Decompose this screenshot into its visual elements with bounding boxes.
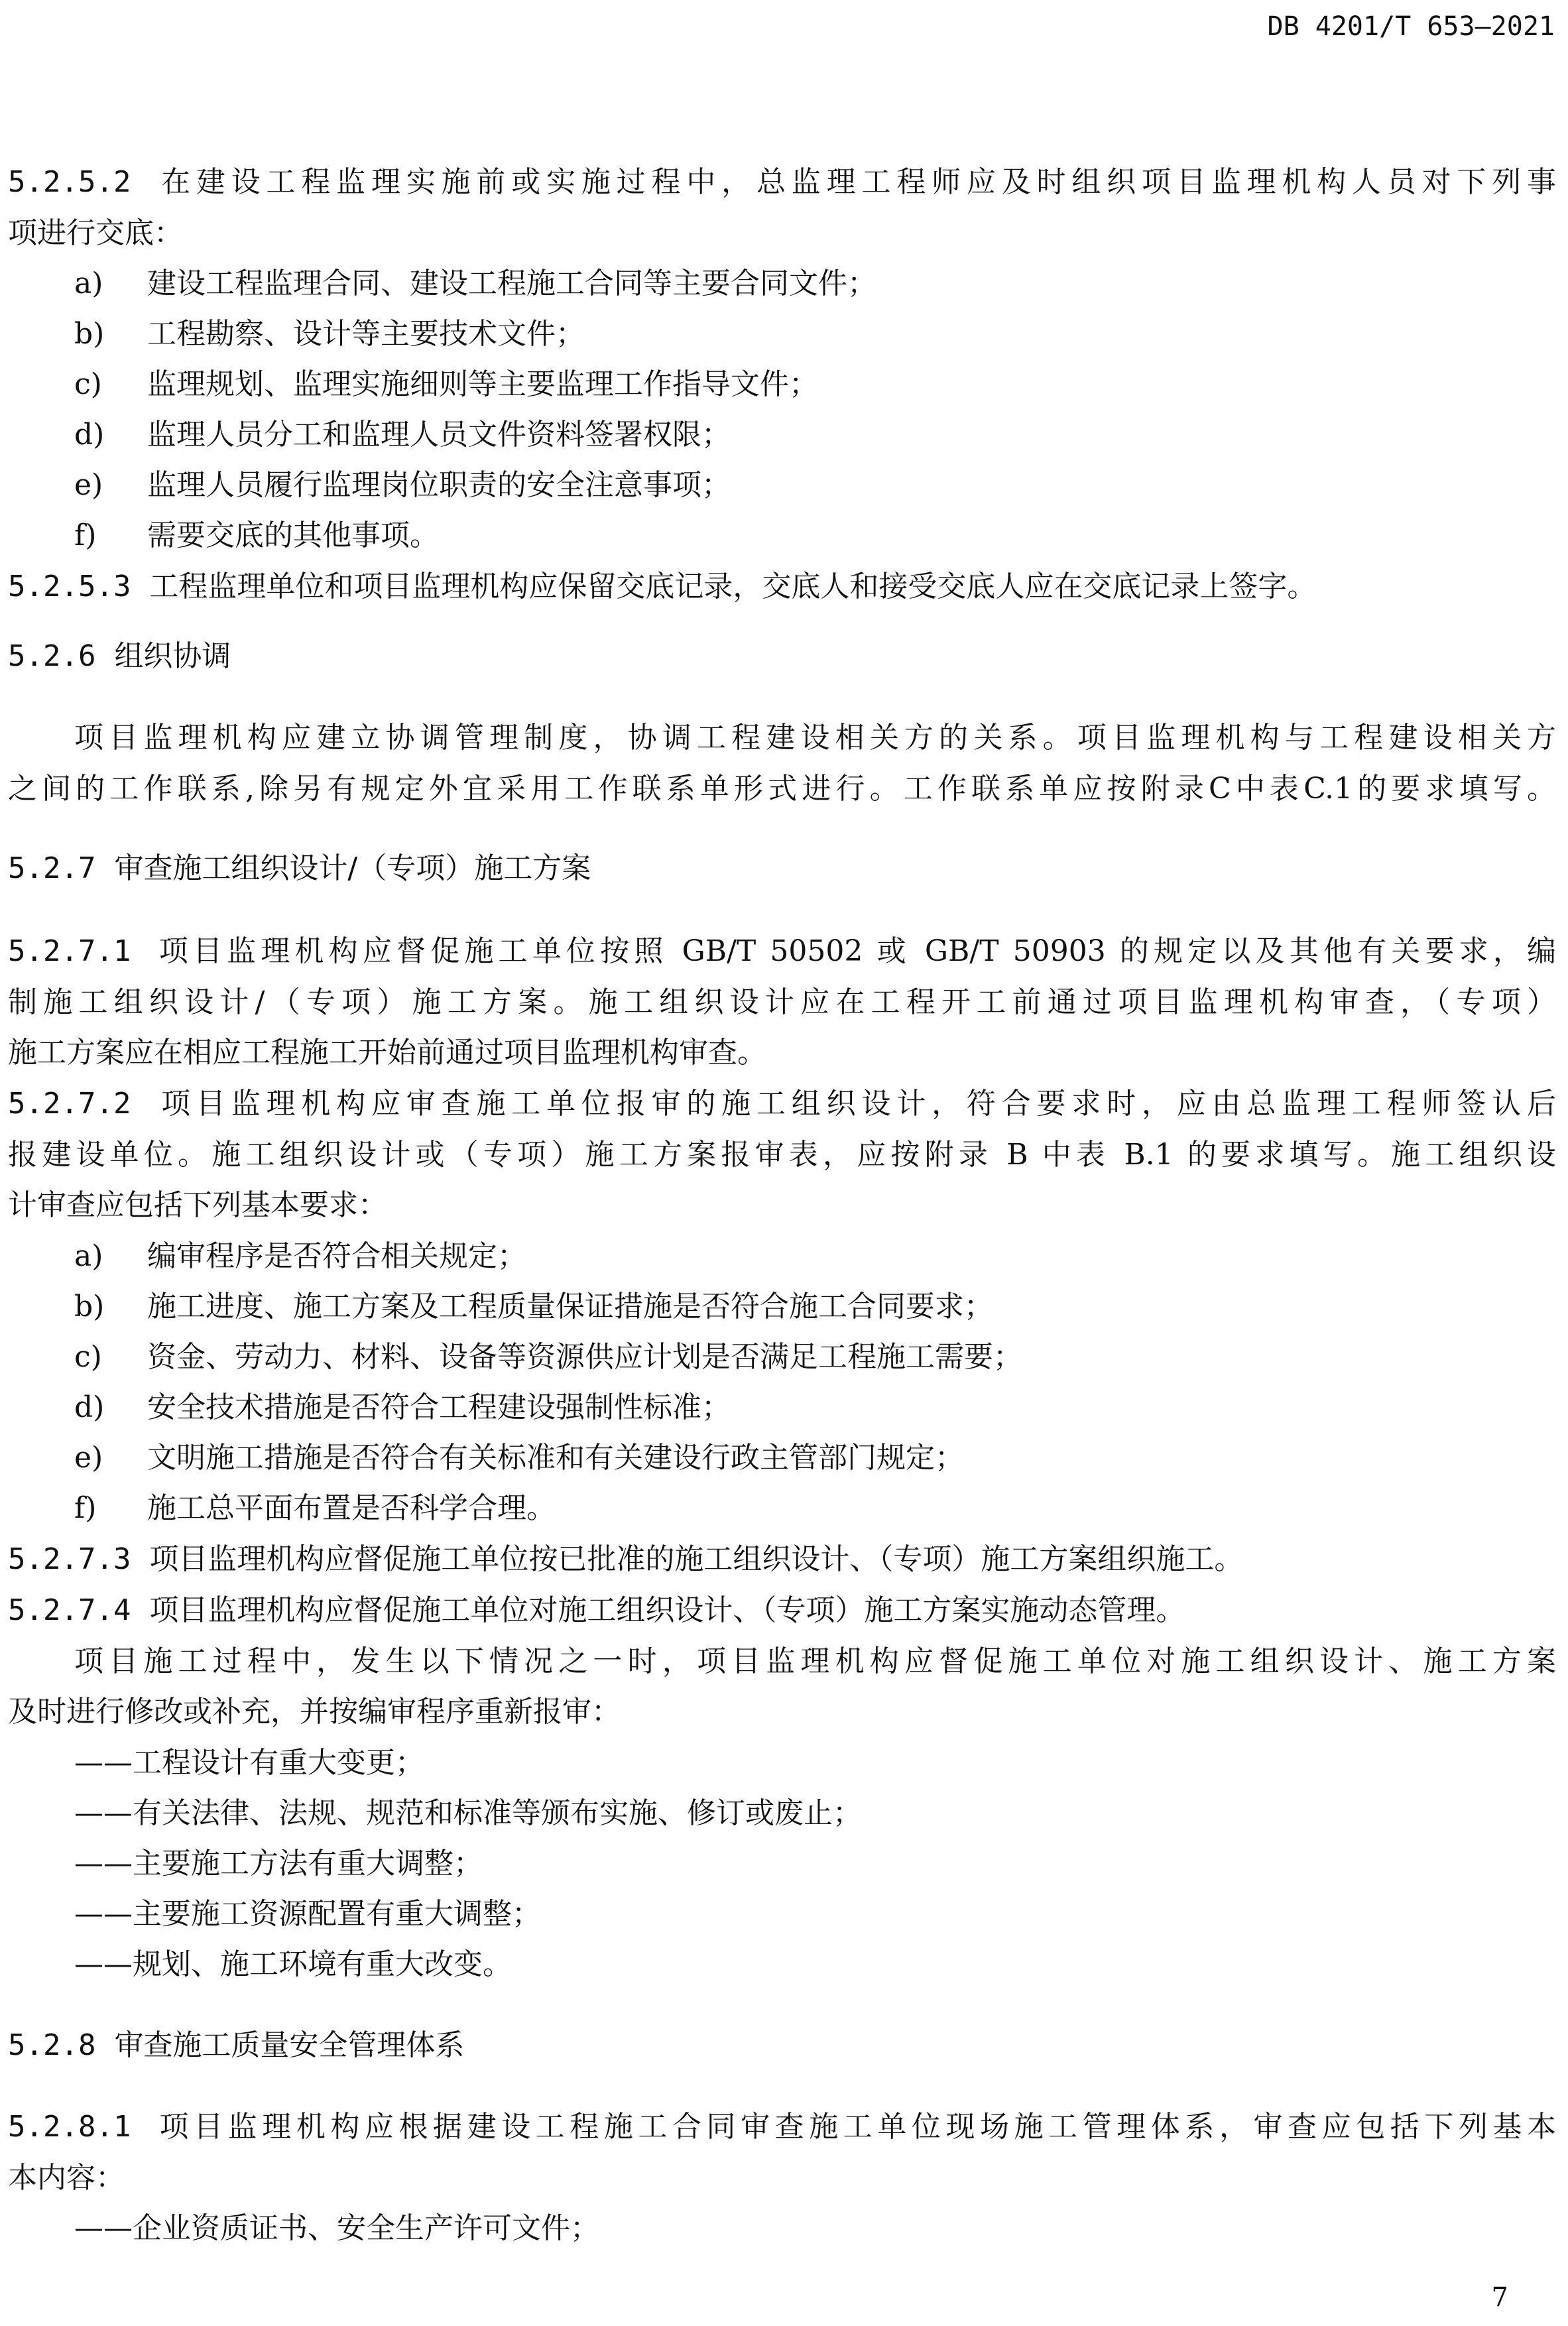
list-item [74, 1489, 556, 1528]
item-text: 资金、劳动力、材料、设备等资源供应计划是否满足工程施工需要； [147, 1340, 1022, 1374]
list-item [74, 1237, 526, 1276]
item-mark: d) [74, 1390, 105, 1424]
clause-text: 项目监理机构应督促施工单位按照 GB/T 50502 或 GB/T 50903 的规定以及其他有关要求，编 [158, 934, 1556, 968]
clause-text: 项目监理机构应根据建设工程施工合同审查施工单位现场施工管理体系，审查应包括下列基本 [159, 2110, 1556, 2144]
item-mark: c) [74, 1340, 102, 1374]
item-mark: a) [74, 1239, 103, 1273]
section-heading-527 [8, 849, 591, 888]
dash-item: ——企业资质证书、安全生产许可文件； [74, 2211, 599, 2245]
clause-5271-line1 [8, 932, 1556, 971]
section-number: 5.2.8 [8, 2028, 96, 2062]
list-item [74, 1337, 1022, 1377]
item-text: 建设工程监理合同、建设工程施工合同等主要合同文件； [147, 267, 876, 300]
item-mark: b) [74, 1290, 105, 1323]
item-mark: e) [74, 468, 103, 502]
item-mark: e) [74, 1441, 103, 1475]
list-item [74, 1388, 731, 1428]
paragraph-526-line1: 项目监理机构应建立协调管理制度，协调工程建设相关方的关系。项目监理机构与工程建设相关方 [74, 721, 1556, 755]
item-text: 需要交底的其他事项。 [147, 519, 439, 552]
clause-5272-line3: 计审查应包括下列基本要求： [8, 1188, 387, 1222]
clause-number: 5.2.7.2 [8, 1087, 131, 1121]
item-mark: f) [74, 519, 97, 552]
clause-5271-line3: 施工方案应在相应工程施工开始前通过项目监理机构审查。 [8, 1036, 766, 1070]
item-mark: c) [74, 367, 102, 401]
page-number: 7 [1491, 2282, 1508, 2313]
item-text: 监理人员履行监理岗位职责的安全注意事项； [147, 468, 731, 502]
item-text: 文明施工措施是否符合有关标准和有关建设行政主管部门规定； [147, 1441, 964, 1475]
list-item [74, 1287, 993, 1327]
item-text: 安全技术措施是否符合工程建设强制性标准； [147, 1390, 731, 1424]
clause-number: 5.2.5.3 [8, 570, 131, 603]
clause-5281-line2: 本内容： [8, 2161, 125, 2195]
list-item [74, 1438, 964, 1478]
clause-number: 5.2.8.1 [8, 2110, 131, 2144]
item-text: 编审程序是否符合相关规定； [147, 1239, 526, 1273]
clause-5272-line2: 报建设单位。施工组织设计或（专项）施工方案报审表，应按附录 B 中表 B.1 的要求填写。施工组织设 [8, 1138, 1556, 1172]
section-heading-526 [8, 637, 231, 676]
section-title: 审查施工质量安全管理体系 [114, 2028, 465, 2062]
paragraph-5274-line1: 项目施工过程中，发生以下情况之一时，项目监理机构应督促施工单位对施工组织设计、施工方案 [74, 1644, 1556, 1678]
clause-5274 [8, 1591, 1185, 1630]
item-mark: d) [74, 418, 105, 452]
clause-5253 [8, 567, 1316, 607]
clause-number: 5.2.7.3 [8, 1542, 131, 1576]
clause-5281-line1 [8, 2107, 1556, 2147]
clause-5272-line1 [8, 1084, 1556, 1124]
clause-text: 在建设工程监理实施前或实施过程中，总监理工程师应及时组织项目监理机构人员对下列事 [161, 165, 1556, 199]
clause-text: 工程监理单位和项目监理机构应保留交底记录，交底人和接受交底人应在交底记录上签字。 [149, 570, 1317, 603]
item-text: 施工总平面布置是否科学合理。 [147, 1491, 556, 1525]
list-item [74, 516, 439, 556]
clause-text: 项目监理机构应督促施工单位对施工组织设计、（专项）施工方案实施动态管理。 [149, 1593, 1185, 1627]
clause-text: 项目监理机构应审查施工单位报审的施工组织设计，符合要求时，应由总监理工程师签认后 [161, 1087, 1556, 1121]
item-text: 监理规划、监理实施细则等主要监理工作指导文件； [147, 367, 818, 401]
item-mark: b) [74, 317, 105, 351]
item-text: 工程勘察、设计等主要技术文件； [147, 317, 585, 351]
clause-5273 [8, 1540, 1243, 1579]
dash-item: ——主要施工方法有重大调整； [74, 1847, 483, 1880]
clause-number: 5.2.7.1 [8, 934, 131, 968]
section-title: 组织协调 [114, 639, 231, 673]
dash-item: ——有关法律、法规、规范和标准等颁布实施、修订或废止； [74, 1796, 862, 1830]
list-item [74, 415, 731, 455]
item-text: 施工进度、施工方案及工程质量保证措施是否符合施工合同要求； [147, 1290, 993, 1323]
list-item [74, 264, 876, 304]
document-code: DB 4201/T 653—2021 [1267, 11, 1555, 42]
section-heading-528 [8, 2026, 464, 2065]
dash-item: ——工程设计有重大变更； [74, 1746, 424, 1780]
list-item [74, 365, 818, 404]
clause-5252-line2: 项进行交底： [8, 216, 183, 250]
section-number: 5.2.6 [8, 639, 96, 673]
paragraph-526-line2: 之间的工作联系,除另有规定外宜采用工作联系单形式进行。工作联系单应按附录C中表C.1的要求填写。 [8, 772, 1556, 806]
clause-text: 项目监理机构应督促施工单位按已批准的施工组织设计、（专项）施工方案组织施工。 [149, 1542, 1244, 1576]
dash-item: ——主要施工资源配置有重大调整； [74, 1897, 541, 1931]
paragraph-5274-line2: 及时进行修改或补充，并按编审程序重新报审： [8, 1695, 621, 1729]
item-text: 监理人员分工和监理人员文件资料签署权限； [147, 418, 731, 452]
item-mark: a) [74, 267, 103, 300]
section-number: 5.2.7 [8, 851, 96, 885]
list-item [74, 465, 731, 505]
section-title: 审查施工组织设计/（专项）施工方案 [114, 851, 591, 885]
item-mark: f) [74, 1491, 97, 1525]
list-item [74, 314, 585, 354]
dash-item: ——规划、施工环境有重大改变。 [74, 1947, 512, 1981]
clause-number: 5.2.7.4 [8, 1593, 131, 1627]
clause-5252-line1 [8, 162, 1556, 202]
clause-number: 5.2.5.2 [8, 165, 131, 199]
clause-5271-line2: 制施工组织设计/（专项）施工方案。施工组织设计应在工程开工前通过项目监理机构审查，（专项） [8, 985, 1556, 1019]
